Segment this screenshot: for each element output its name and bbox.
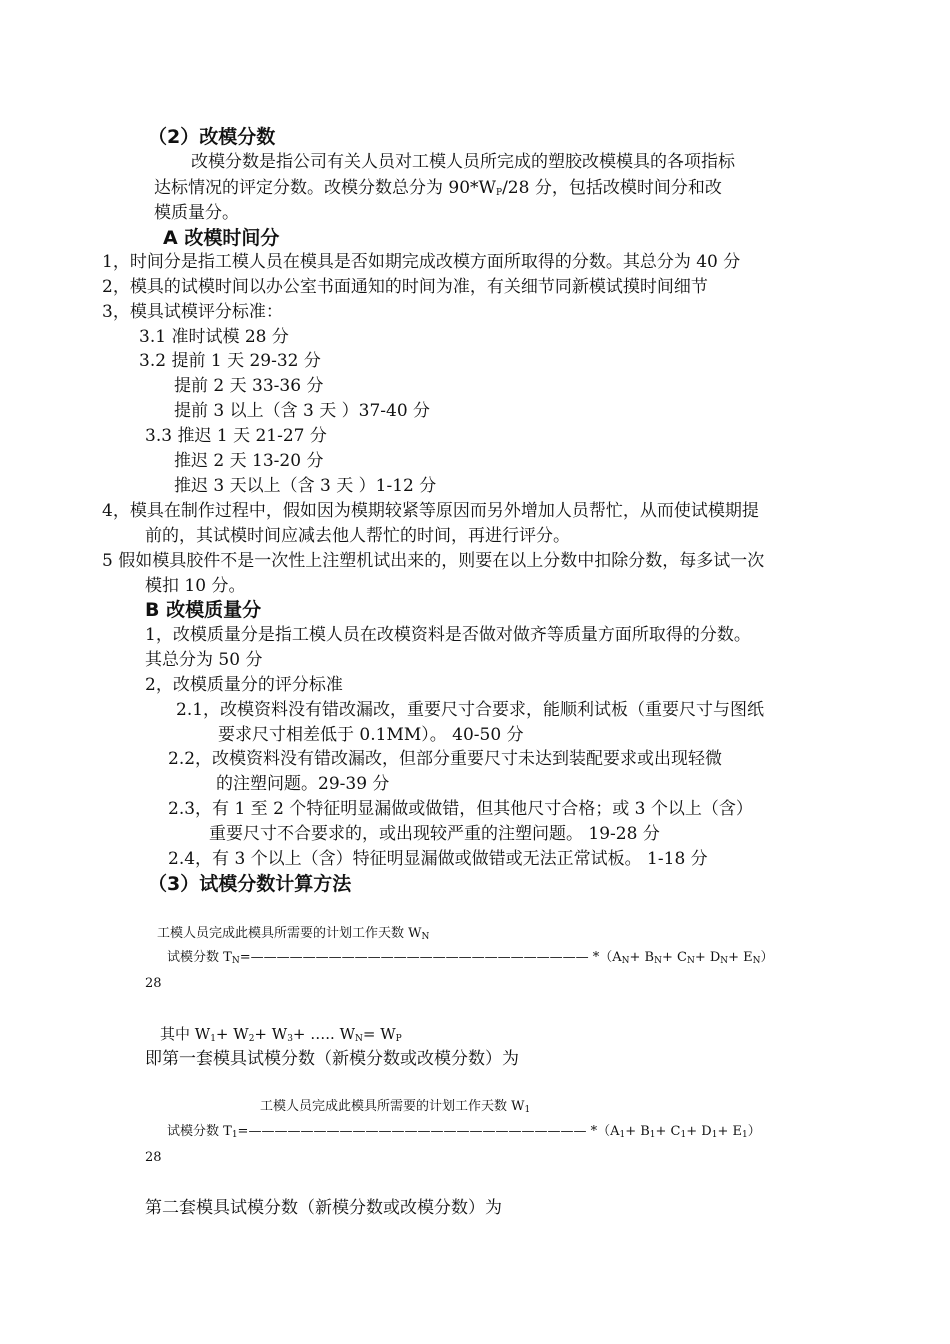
section-3-title: （3）试模分数计算方法 xyxy=(148,873,352,895)
part-b-item: 要求尺寸相差低于 0.1MM）。 40-50 分 xyxy=(218,725,524,745)
part-a-title: A 改模时间分 xyxy=(163,227,280,249)
part-b-item: 2.4，有 3 个以上（含）特征明显漏做或做错或无法正常试板。 1-18 分 xyxy=(168,849,708,869)
intro-line-1: 改模分数是指公司有关人员对工模人员所完成的塑胶改模模具的各项指标 xyxy=(191,152,735,172)
part-a-item: 模扣 10 分。 xyxy=(145,576,246,596)
where-clause: 其中 $W_1+ W_2+ W_3+$ ….. $W_N= W_P$ xyxy=(160,1025,402,1044)
part-b-item: 重要尺寸不合要求的，或出现较严重的注塑问题。 19-28 分 xyxy=(209,824,660,844)
part-a-item: 3.2 提前 1 天 29-32 分 xyxy=(139,351,321,371)
intro-line-3: 模质量分。 xyxy=(154,203,239,223)
part-b-title: B 改模质量分 xyxy=(145,599,262,621)
part-a-item: 3，模具试模评分标准： xyxy=(102,302,283,322)
part-a-item: 前的，其试模时间应减去他人帮忙的时间，再进行评分。 xyxy=(145,526,570,546)
formula-1-denominator: 28 xyxy=(145,1150,162,1165)
formula-n-main: 试模分数 $T_N=——————————————————————————$ $*(A_N+ B_N+ C_N+ D_N+ E_N)$ xyxy=(167,950,774,966)
part-a-item: 3.1 准时试模 28 分 xyxy=(139,327,289,347)
part-a-item: 1，时间分是指工模人员在模具是否如期完成改模方面所取得的分数。其总分为 40 分 xyxy=(102,252,741,272)
section-2-title: （2）改模分数 xyxy=(148,126,276,148)
first-set-heading: 即第一套模具试模分数（新模分数或改模分数）为 xyxy=(145,1049,519,1069)
formula-1-numerator: 工模人员完成此模具所需要的计划工作天数 $W_1$ xyxy=(260,1099,531,1115)
part-b-item: 其总分为 50 分 xyxy=(145,650,263,670)
part-b-item: 1，改模质量分是指工模人员在改模资料是否做对做齐等质量方面所取得的分数。 xyxy=(145,625,751,645)
part-a-item: 4，模具在制作过程中，假如因为模期较紧等原因而另外增加人员帮忙，从而使试模期提 xyxy=(102,501,759,521)
part-a-item: 5 假如模具胶件不是一次性上注塑机试出来的，则要在以上分数中扣除分数，每多试一次 xyxy=(102,551,765,571)
intro-line-2: 达标情况的评定分数。改模分数总分为 $90*W_P/28$ 分，包括改模时间分和改 xyxy=(154,178,722,198)
part-b-item: 的注塑问题。29-39 分 xyxy=(216,774,390,794)
formula-n-numerator: 工模人员完成此模具所需要的计划工作天数 $W_N$ xyxy=(157,926,430,942)
formula-n-denominator: 28 xyxy=(145,976,162,991)
second-set-heading: 第二套模具试模分数（新模分数或改模分数）为 xyxy=(145,1198,502,1218)
part-a-item: 提前 3 以上（含 3 天 ）37-40 分 xyxy=(174,401,431,421)
part-b-item: 2.2，改模资料没有错改漏改，但部分重要尺寸未达到装配要求或出现轻微 xyxy=(168,749,723,769)
part-a-item: 推迟 3 天以上（含 3 天 ）1-12 分 xyxy=(174,476,437,496)
part-a-item: 3.3 推迟 1 天 21-27 分 xyxy=(145,426,327,446)
part-a-item: 推迟 2 天 13-20 分 xyxy=(174,451,324,471)
part-a-item: 2，模具的试模时间以办公室书面通知的时间为准，有关细节同新模试摸时间细节 xyxy=(102,277,708,297)
formula-1-main: 试模分数 $T_1=——————————————————————————$ $*(A_1+ B_1+ C_1+ D_1+ E_1)$ xyxy=(167,1124,761,1140)
part-a-item: 提前 2 天 33-36 分 xyxy=(174,376,324,396)
part-b-item: 2.1，改模资料没有错改漏改，重要尺寸合要求，能顺利试板（重要尺寸与图纸 xyxy=(176,700,765,720)
part-b-item: 2.3，有 1 至 2 个特征明显漏做或做错，但其他尺寸合格；或 3 个以上（含） xyxy=(168,799,753,819)
part-b-item: 2，改模质量分的评分标准 xyxy=(145,675,343,695)
